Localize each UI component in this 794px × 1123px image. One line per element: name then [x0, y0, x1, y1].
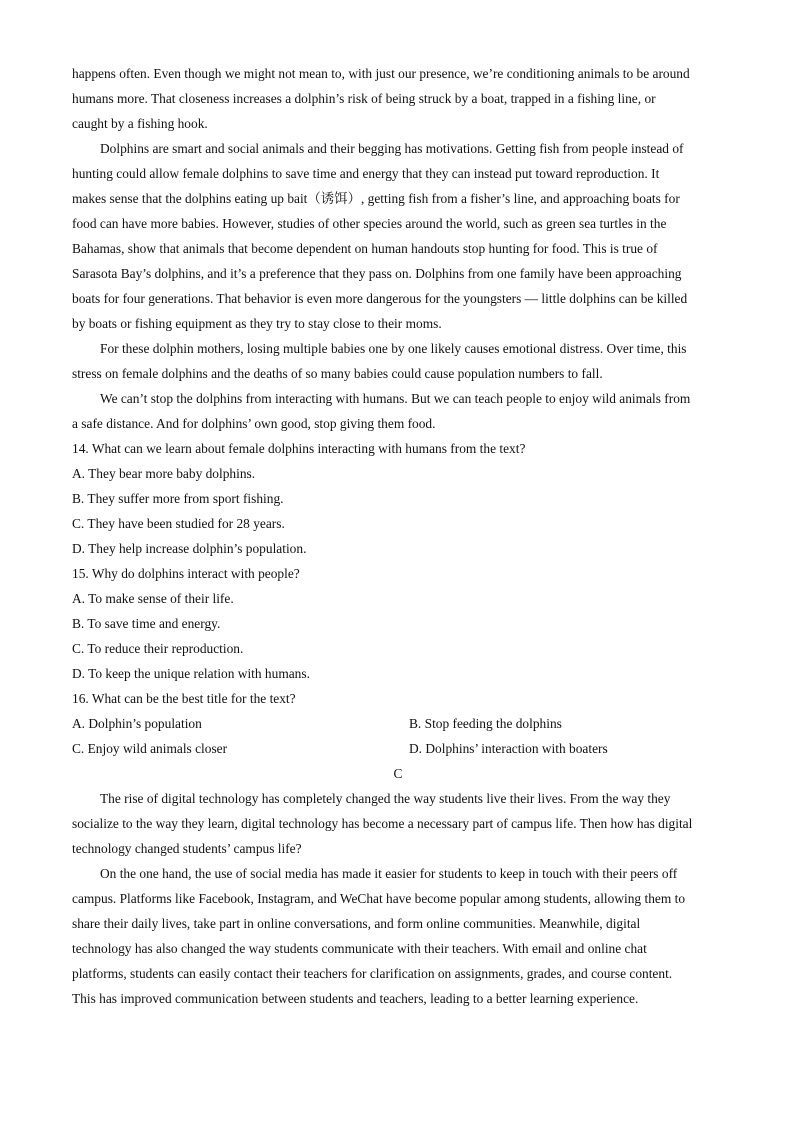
option-c: C. Enjoy wild animals closer [72, 741, 228, 756]
option-c: C. To reduce their reproduction. [72, 641, 244, 656]
text-line: For these dolphin mothers, losing multiple babies one by one likely causes emotional distress. Over time, this [100, 341, 687, 356]
option-c: C. They have been studied for 28 years. [72, 516, 285, 531]
text-line: Sarasota Bay’s dolphins, and it’s a preference that they pass on. Dolphins from one family have been approaching [72, 266, 682, 281]
option-b: B. They suffer more from sport fishing. [72, 491, 284, 506]
question-stem: 16. What can be the best title for the text? [72, 691, 296, 706]
text-line: stress on female dolphins and the deaths of so many babies could cause population numbers to fall. [72, 366, 603, 381]
question-15 [72, 561, 724, 686]
option-row [72, 711, 724, 736]
text-line: We can’t stop the dolphins from interacting with humans. But we can teach people to enjoy wild animals from [100, 391, 691, 406]
passage-c-label: C [393, 766, 403, 781]
text-line: by boats or fishing equipment as they try to stay close to their moms. [72, 316, 442, 331]
option-a: A. They bear more baby dolphins. [72, 466, 256, 481]
passage-c-paragraph-2 [72, 861, 724, 1011]
text-line: boats for four generations. That behavior is even more dangerous for the youngsters — little dolphins can be killed [72, 291, 688, 306]
passage-c-paragraph-1 [72, 786, 724, 861]
text-line: socialize to the way they learn, digital technology has become a necessary part of campus life. Then how has digital [72, 816, 693, 831]
text-line: campus. Platforms like Facebook, Instagram, and WeChat have become popular among students, allowing them to [72, 891, 686, 906]
text-line: This has improved communication between students and teachers, leading to a better learning experience. [72, 991, 639, 1006]
text-line: humans more. That closeness increases a dolphin’s risk of being struck by a boat, trapped in a fishing line, or [72, 91, 656, 106]
option-row [72, 736, 724, 761]
text-line: food can have more babies. However, studies of other species around the world, such as green sea turtles in the [72, 216, 667, 231]
option-d: D. Dolphins’ interaction with boaters [409, 741, 608, 756]
question-16 [72, 686, 724, 761]
text-line: Bahamas, show that animals that become dependent on human handouts stop hunting for food. This is true of [72, 241, 658, 256]
option-a: A. To make sense of their life. [72, 591, 234, 606]
text-line: caught by a fishing hook. [72, 116, 208, 131]
text-line: On the one hand, the use of social media has made it easier for students to keep in touch with their peers off [100, 866, 678, 881]
text-line: share their daily lives, take part in online conversations, and form online communities. Meanwhile, digital [72, 916, 641, 931]
question-stem: 14. What can we learn about female dolphins interacting with humans from the text? [72, 441, 526, 456]
text-line: a safe distance. And for dolphins’ own good, stop giving them food. [72, 416, 436, 431]
text-line: happens often. Even though we might not mean to, with just our presence, we’re conditioning animals to be around [72, 66, 690, 81]
text-line: Dolphins are smart and social animals and their begging has motivations. Getting fish from people instead of [100, 141, 684, 156]
passage-b-paragraph-4 [72, 386, 724, 436]
text-line: technology changed students’ campus life? [72, 841, 302, 856]
passage-b-paragraph-2 [72, 136, 724, 336]
option-d: D. To keep the unique relation with humans. [72, 666, 310, 681]
question-stem: 15. Why do dolphins interact with people? [72, 566, 300, 581]
option-d: D. They help increase dolphin’s population. [72, 541, 307, 556]
option-a: A. Dolphin’s population [72, 716, 202, 731]
passage-b-paragraph-1 [72, 61, 724, 136]
text-line: platforms, students can easily contact their teachers for clarification on assignments, grades, and course content. [72, 966, 673, 981]
text-line: hunting could allow female dolphins to save time and energy that they can instead put toward reproduction. It [72, 166, 660, 181]
question-14 [72, 436, 724, 561]
text-line: makes sense that the dolphins eating up bait（诱饵）, getting fish from a fisher’s line, and approaching boats for [72, 191, 680, 206]
option-b: B. Stop feeding the dolphins [409, 716, 562, 731]
text-line: technology has also changed the way students communicate with their teachers. With email and online chat [72, 941, 647, 956]
option-b: B. To save time and energy. [72, 616, 221, 631]
text-line: The rise of digital technology has completely changed the way students live their lives. From the way they [100, 791, 671, 806]
passage-b-paragraph-3 [72, 336, 724, 386]
